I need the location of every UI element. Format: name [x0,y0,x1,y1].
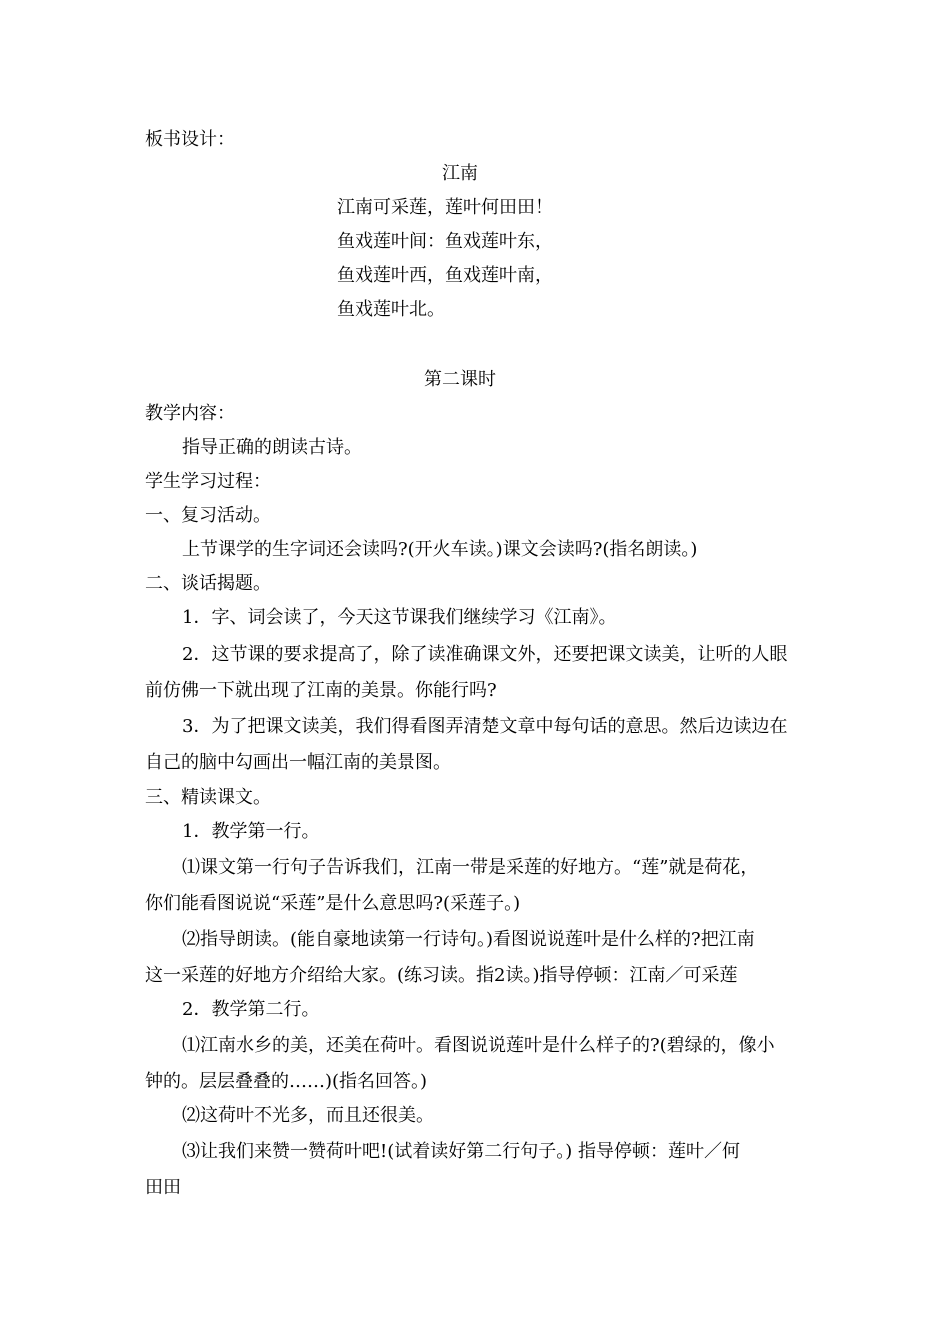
paragraph-line: ⑵指导朗读。(能自豪地读第一行诗句。)看图说说莲叶是什么样的?把江南 [182,929,755,950]
poem-line: 鱼戏莲叶北。 [337,299,445,320]
paragraph-line: ⑵这荷叶不光多，而且还很美。 [182,1105,434,1126]
paragraph-line: 自己的脑中勾画出一幅江南的美景图。 [145,752,451,773]
paragraph-line: 前仿佛一下就出现了江南的美景。你能行吗? [145,680,497,701]
paragraph-line: 上节课学的生字词还会读吗?(开火车读。)课文会读吗?(指名朗读。) [182,539,698,560]
board-design-heading: 板书设计： [145,129,235,150]
paragraph-line: ⑴江南水乡的美，还美在荷叶。看图说说莲叶是什么样子的?(碧绿的，像小 [182,1035,775,1056]
poem-line: 鱼戏莲叶西，鱼戏莲叶南， [337,265,553,286]
section-heading: 三、精读课文。 [145,787,271,808]
section-heading: 二、谈话揭题。 [145,573,271,594]
poem-line: 江南可采莲，莲叶何田田！ [337,197,553,218]
paragraph-line: 1．字、词会读了，今天这节课我们继续学习《江南》。 [182,607,617,628]
poem-title: 江南 [442,163,478,184]
content-text: 指导正确的朗读古诗。 [182,437,362,458]
paragraph-line: 这一采莲的好地方介绍给大家。(练习读。指2读。)指导停顿：江南／可采莲 [145,965,738,986]
paragraph-line: 3．为了把课文读美，我们得看图弄清楚文章中每句话的意思。然后边读边在 [182,716,788,737]
paragraph-line: 2．这节课的要求提高了，除了读准确课文外，还要把课文读美，让听的人眼 [182,644,788,665]
section-heading: 一、复习活动。 [145,505,271,526]
paragraph-line: 钟的。层层叠叠的……)(指名回答。) [145,1071,428,1092]
paragraph-line: 你们能看图说说“采莲”是什么意思吗?(采莲子。) [145,893,521,914]
content-label: 教学内容： [145,403,235,424]
sub-heading: 1．教学第一行。 [182,821,320,842]
poem-line: 鱼戏莲叶间：鱼戏莲叶东， [337,231,553,252]
paragraph-line: 田田 [145,1177,181,1198]
process-label: 学生学习过程： [145,471,271,492]
paragraph-line: ⑶让我们来赞一赞荷叶吧!(试着读好第二行句子。) 指导停顿：莲叶／何 [182,1141,740,1162]
lesson-title: 第二课时 [424,369,496,390]
sub-heading: 2．教学第二行。 [182,999,320,1020]
paragraph-line: ⑴课文第一行句子告诉我们，江南一带是采莲的好地方。“莲”就是荷花， [182,857,759,878]
